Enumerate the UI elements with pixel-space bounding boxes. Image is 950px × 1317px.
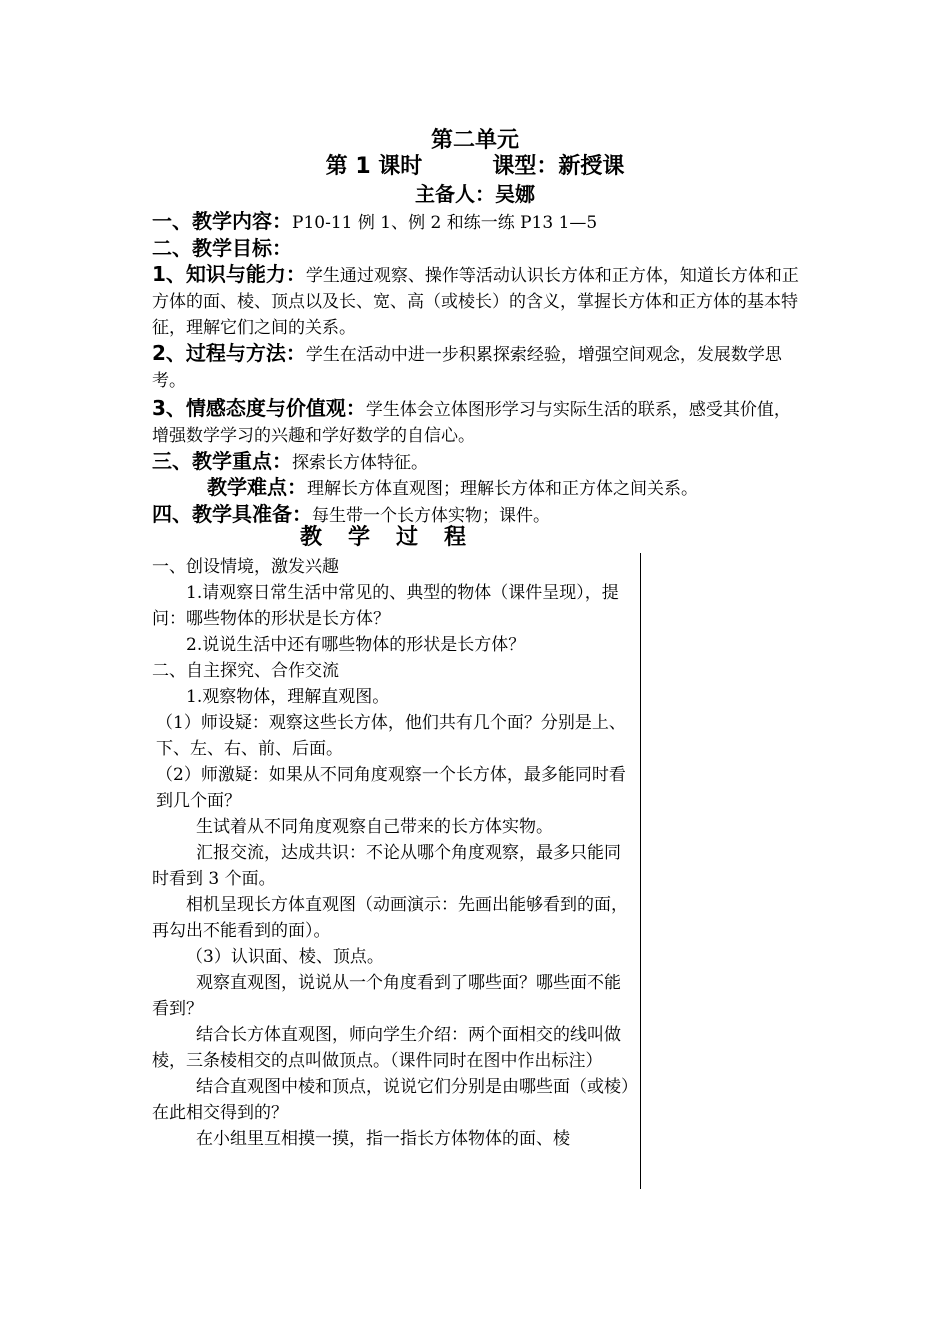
process-title: 教学过程: [299, 525, 492, 550]
section-label: 1、知识与能力：: [152, 262, 306, 286]
process-paragraph: 相机呈现长方体直观图（动画演示：先画出能够看到的面，再勾出不能看到的面）。: [152, 895, 628, 941]
section-label: 二、教学目标：: [152, 236, 292, 260]
goal-attitude: [152, 396, 802, 449]
section-value: 学生通过观察、操作等活动认识长方体和正方体，知道长方体和正方体的面、棱、顶点以及长、宽、高（或棱长）的含义，掌握长方体和正方体的基本特征，理解它们之间的关系。: [152, 266, 799, 338]
process-paragraph: （2）师激疑：如果从不同角度观察一个长方体，最多能同时看到几个面？: [156, 765, 626, 811]
process-paragraph: 生试着从不同角度观察自己带来的长方体实物。: [196, 817, 553, 837]
section-label: 教学难点：: [207, 475, 307, 499]
section-label: 一、教学内容：: [152, 209, 292, 233]
process-paragraph: （3）认识面、棱、顶点。: [186, 947, 384, 967]
column-divider: [640, 553, 641, 1189]
section-value: 理解长方体直观图；理解长方体和正方体之间关系。: [307, 479, 698, 499]
lesson-type: 课型：新授课: [492, 154, 625, 179]
section-label: 3、情感态度与价值观：: [152, 396, 366, 420]
process-paragraph: 二、自主探究、合作交流: [152, 661, 339, 681]
section-value: 探索长方体特征。: [292, 453, 428, 473]
process-paragraph: 汇报交流，达成共识：不论从哪个角度观察，最多只能同时看到 3 个面。: [152, 843, 621, 889]
goal-knowledge: [152, 262, 802, 341]
process-paragraph: 结合长方体直观图，师向学生介绍：两个面相交的线叫做棱，三条棱相交的点叫做顶点。（课件同时在图中作出标注）: [152, 1025, 621, 1071]
section-value: 学生在活动中进一步积累探索经验，增强空间观念，发展数学思考。: [152, 345, 782, 391]
process-paragraph: 1.观察物体，理解直观图。: [186, 687, 390, 707]
section-label: 三、教学重点：: [152, 449, 292, 473]
goal-process: [152, 341, 802, 394]
section-label: 2、过程与方法：: [152, 341, 306, 365]
teaching-key: [152, 449, 802, 476]
section-value: 学生体会立体图形学习与实际生活的联系，感受其价值，增强数学学习的兴趣和学好数学的自信心。: [152, 400, 791, 446]
process-paragraph: （1）师设疑：观察这些长方体，他们共有几个面？分别是上、下、左、右、前、后面。: [156, 713, 626, 759]
section-value: 每生带一个长方体实物；课件。: [312, 506, 550, 526]
section-value: P10-11 例 1、例 2 和练一练 P13 1—5: [292, 213, 598, 233]
process-body: [152, 554, 636, 1152]
process-paragraph: 结合直观图中棱和顶点，说说它们分别是由哪些面（或棱）在此相交得到的？: [152, 1077, 630, 1123]
process-paragraph: 一、创设情境，激发兴趣: [152, 557, 339, 577]
preparer: 主备人：吴娜: [415, 182, 535, 206]
teaching-difficulty: [207, 475, 807, 502]
unit-title: 第二单元: [430, 128, 519, 153]
process-paragraph: 2.说说生活中还有哪些物体的形状是长方体？: [186, 635, 526, 655]
teaching-goals-heading: [152, 236, 802, 262]
teaching-content: [152, 209, 802, 236]
lesson-number: 第 1 课时: [325, 154, 423, 179]
process-paragraph: 在小组里互相摸一摸，指一指长方体物体的面、棱: [196, 1129, 570, 1149]
lesson-line: [0, 154, 950, 180]
process-paragraph: 1.请观察日常生活中常见的、典型的物体（课件呈现），提问：哪些物体的形状是长方体？: [152, 583, 619, 629]
process-paragraph: 观察直观图，说说从一个角度看到了哪些面？哪些面不能看到？: [152, 973, 621, 1019]
section-label: 四、教学具准备：: [152, 502, 312, 526]
